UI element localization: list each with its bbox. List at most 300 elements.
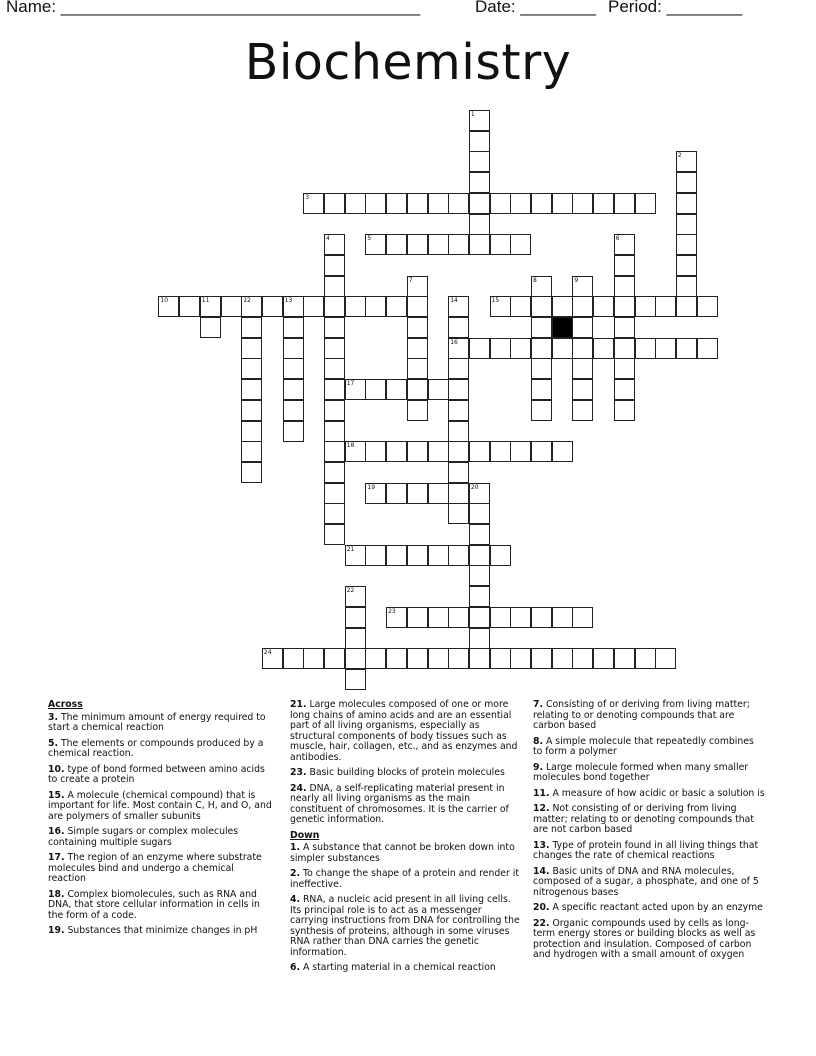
grid-cell[interactable] — [490, 338, 511, 359]
clue-text: Not consisting of or deriving from living matter; relating to or denoting compounds that are not carbon based — [533, 803, 755, 835]
across-clue — [48, 890, 273, 922]
grid-cell[interactable] — [676, 255, 697, 276]
grid-cell[interactable] — [572, 338, 593, 359]
grid-cell[interactable] — [407, 607, 428, 628]
clue-number: 5 — [367, 235, 372, 243]
grid-cell[interactable] — [469, 441, 490, 462]
grid-cell[interactable] — [448, 358, 469, 379]
grid-cell[interactable] — [324, 358, 345, 379]
clue-text: RNA, a nucleic acid present in all living cells. Its principal role is to act as a messenger carrying instructions from DNA for controlling the synthesis of proteins, although in some viruses RNA rather than DNA carries the genetic information. — [290, 894, 520, 958]
down-clue — [533, 763, 765, 784]
grid-cell[interactable] — [490, 545, 511, 566]
across-clue — [48, 926, 273, 937]
grid-cell[interactable] — [593, 296, 614, 317]
grid-cell[interactable] — [283, 317, 304, 338]
grid-cell[interactable] — [572, 276, 593, 297]
grid-cell[interactable] — [428, 379, 449, 400]
clue-number: 17 — [346, 380, 355, 388]
clue-num: 17. — [48, 852, 65, 863]
grid-cell[interactable] — [614, 379, 635, 400]
grid-cell[interactable] — [490, 648, 511, 669]
grid-cell[interactable] — [572, 317, 593, 338]
grid-cell[interactable] — [572, 400, 593, 421]
grid-cell[interactable] — [469, 628, 490, 649]
grid-cell[interactable] — [200, 296, 221, 317]
clue-text: A measure of how acidic or basic a solution is — [549, 787, 765, 799]
clue-text: A starting material in a chemical reaction — [300, 962, 496, 973]
clue-number: 3 — [305, 193, 310, 201]
clue-text: type of bond formed between amino acids to create a protein — [48, 763, 265, 785]
grid-cell[interactable] — [407, 648, 428, 669]
clue-text: Consisting of or deriving from living matter; relating to or denoting compounds that are carbon based — [533, 699, 750, 731]
clue-num: 3. — [48, 711, 59, 723]
grid-cell[interactable] — [531, 379, 552, 400]
grid-cell[interactable] — [407, 193, 428, 214]
grid-cell[interactable] — [572, 607, 593, 628]
clue-text: A molecule (chemical compound) that is important for life. Most contain C, H, and O, and are polymers of smaller subunits — [48, 789, 272, 822]
date-field-label[interactable]: Date: ________ — [475, 0, 596, 16]
grid-cell[interactable] — [572, 193, 593, 214]
grid-cell[interactable] — [407, 545, 428, 566]
clue-text: Large molecules composed of one or more long chains of amino acids and are an essential part of all living organisms, especially as structural components of body tissues such as muscle, hair, collagen, etc., and as enzymes and antibodies. — [290, 699, 518, 763]
clue-number: 16 — [450, 338, 458, 346]
grid-cell[interactable] — [572, 296, 593, 317]
clue-number: 1 — [470, 111, 475, 118]
grid-cell[interactable] — [283, 296, 304, 317]
grid-cell[interactable] — [365, 296, 386, 317]
grid-cell[interactable] — [241, 338, 262, 359]
grid-cell[interactable] — [262, 296, 283, 317]
grid-cell[interactable] — [241, 358, 262, 379]
grid-cell[interactable] — [510, 648, 531, 669]
clue-text: Substances that minimize changes in pH — [64, 925, 258, 936]
grid-cell[interactable] — [469, 565, 490, 586]
grid-cell[interactable] — [490, 441, 511, 462]
clue-number: 23 — [388, 607, 396, 615]
clue-text: Complex biomolecules, such as RNA and DNA, that store cellular information in cells in the form of a code. — [48, 888, 260, 921]
grid-cell[interactable] — [614, 276, 635, 297]
clue-text: The elements or compounds produced by a chemical reaction. — [48, 737, 264, 759]
down-clue — [290, 963, 520, 974]
grid-cell[interactable] — [448, 607, 469, 628]
grid-cell[interactable] — [531, 276, 552, 297]
down-clue — [533, 841, 765, 862]
grid-cell[interactable] — [324, 338, 345, 359]
grid-cell[interactable] — [552, 193, 573, 214]
down-clue — [533, 737, 765, 758]
grid-cell[interactable] — [635, 338, 656, 359]
clue-num: 5. — [48, 737, 59, 749]
grid-cell[interactable] — [676, 276, 697, 297]
grid-cell[interactable] — [614, 400, 635, 421]
grid-cell[interactable] — [448, 338, 469, 359]
grid-cell[interactable] — [510, 607, 531, 628]
grid-cell[interactable] — [469, 193, 490, 214]
down-clue — [533, 700, 765, 732]
grid-cell[interactable] — [448, 441, 469, 462]
clue-number: 21 — [346, 545, 355, 553]
grid-cell[interactable] — [676, 214, 697, 235]
grid-cell[interactable] — [469, 131, 490, 152]
grid-cell[interactable] — [324, 524, 345, 545]
grid-cell[interactable] — [241, 379, 262, 400]
down-clue — [533, 919, 765, 961]
clue-number: 4 — [326, 235, 330, 243]
grid-cell[interactable] — [531, 338, 552, 359]
grid-cell[interactable] — [365, 648, 386, 669]
grid-cell[interactable] — [386, 193, 407, 214]
clue-number: 24 — [263, 649, 272, 657]
grid-cell[interactable] — [614, 255, 635, 276]
grid-cell[interactable] — [614, 338, 635, 359]
grid-cell[interactable] — [428, 648, 449, 669]
grid-cell[interactable] — [448, 462, 469, 483]
clue-num: 7. — [533, 699, 544, 710]
grid-cell[interactable] — [324, 648, 345, 669]
page-title: Biochemistry — [244, 34, 572, 91]
grid-cell[interactable] — [490, 607, 511, 628]
clue-num: 9. — [533, 761, 544, 773]
grid-cell[interactable] — [386, 296, 407, 317]
clue-num: 22. — [533, 917, 550, 929]
clue-text: Basic units of DNA and RNA molecules, composed of a sugar, a phosphate, and one of 5 nitrogenous bases — [533, 865, 759, 898]
grid-cell[interactable] — [386, 483, 407, 504]
grid-cell[interactable] — [448, 379, 469, 400]
across-heading: Across — [48, 699, 83, 710]
clue-number: 10 — [160, 297, 169, 305]
grid-cell[interactable] — [241, 421, 262, 442]
grid-cell[interactable] — [241, 441, 262, 462]
clue-num: 1. — [290, 842, 301, 853]
clue-number: 13 — [284, 297, 293, 305]
grid-cell[interactable] — [407, 234, 428, 255]
period-field-label[interactable]: Period: ________ — [608, 0, 743, 16]
grid-cell[interactable] — [283, 358, 304, 379]
grid-cell[interactable] — [552, 648, 573, 669]
down-clue — [533, 903, 765, 914]
grid-cell[interactable] — [676, 151, 697, 172]
grid-cell[interactable] — [531, 441, 552, 462]
clue-num: 11. — [533, 787, 550, 799]
grid-cell[interactable] — [676, 234, 697, 255]
grid-cell[interactable] — [469, 524, 490, 545]
grid-cell[interactable] — [179, 296, 200, 317]
grid-cell[interactable] — [676, 193, 697, 214]
clue-text: Simple sugars or complex molecules containing multiple sugars — [48, 826, 239, 848]
clue-num: 8. — [533, 735, 544, 747]
grid-cell[interactable] — [531, 358, 552, 379]
clue-text: DNA, a self-replicating material present in nearly all living organisms as the main constituent of chromosomes. It is the carrier of genetic information. — [290, 782, 509, 825]
grid-cell[interactable] — [407, 483, 428, 504]
grid-cell[interactable] — [345, 545, 366, 566]
grid-cell[interactable] — [324, 317, 345, 338]
grid-cell[interactable] — [241, 296, 262, 317]
grid-cell[interactable] — [655, 296, 676, 317]
grid-cell[interactable] — [593, 193, 614, 214]
grid-cell[interactable] — [655, 338, 676, 359]
clue-text: The region of an enzyme where substrate molecules bind and undergo a chemical reaction — [48, 852, 262, 884]
grid-cell[interactable] — [469, 110, 490, 131]
clue-text: The minimum amount of energy required to start a chemical reaction — [48, 711, 266, 733]
down-clue — [290, 895, 520, 958]
grid-cell[interactable] — [448, 483, 469, 504]
grid-cell[interactable] — [531, 317, 552, 338]
grid-cell[interactable] — [572, 358, 593, 379]
grid-cell[interactable] — [386, 234, 407, 255]
grid-cell[interactable] — [469, 503, 490, 524]
grid-cell[interactable] — [407, 358, 428, 379]
grid-cell[interactable] — [448, 400, 469, 421]
grid-cell[interactable] — [428, 607, 449, 628]
grid-cell[interactable] — [697, 296, 718, 317]
grid-cell[interactable] — [469, 172, 490, 193]
grid-cell[interactable] — [283, 648, 304, 669]
clue-number: 11 — [201, 297, 210, 305]
grid-cell[interactable] — [510, 193, 531, 214]
grid-cell[interactable] — [614, 317, 635, 338]
clue-number: 19 — [367, 483, 376, 491]
clue-text: A substance that cannot be broken down into simpler substances — [290, 842, 515, 864]
grid-cell[interactable] — [365, 483, 386, 504]
clue-number: 2 — [677, 152, 682, 160]
clue-num: 16. — [48, 826, 65, 837]
grid-cell[interactable] — [386, 607, 407, 628]
grid-cell[interactable] — [407, 379, 428, 400]
grid-cell[interactable] — [324, 503, 345, 524]
clue-text: A specific reactant acted upon by an enzyme — [549, 902, 763, 913]
down-clue — [533, 804, 765, 836]
grid-cell[interactable] — [158, 296, 179, 317]
clue-text: Basic building blocks of protein molecules — [306, 767, 505, 778]
grid-cell[interactable] — [531, 648, 552, 669]
grid-cell[interactable] — [676, 172, 697, 193]
clue-text: Large molecule formed when many smaller molecules bond together — [533, 761, 749, 783]
grid-cell[interactable] — [469, 338, 490, 359]
grid-cell[interactable] — [386, 441, 407, 462]
grid-cell[interactable] — [676, 296, 697, 317]
grid-cell[interactable] — [510, 234, 531, 255]
grid-cell[interactable] — [469, 151, 490, 172]
grid-cell[interactable] — [365, 193, 386, 214]
grid-cell[interactable] — [221, 296, 242, 317]
across-clue — [290, 700, 520, 763]
grid-cell[interactable] — [448, 648, 469, 669]
clue-num: 21. — [290, 699, 307, 710]
across-clue — [48, 765, 273, 786]
grid-cell[interactable] — [635, 193, 656, 214]
grid-cell[interactable] — [552, 338, 573, 359]
grid-cell[interactable] — [469, 483, 490, 504]
grid-cell[interactable] — [593, 648, 614, 669]
grid-cell[interactable] — [469, 214, 490, 235]
grid-cell[interactable] — [345, 648, 366, 669]
grid-cell[interactable] — [697, 338, 718, 359]
name-field-label[interactable]: Name: ______________________________________ — [6, 0, 421, 16]
grid-cell[interactable] — [345, 586, 366, 607]
down-clue — [290, 843, 520, 864]
grid-cell[interactable] — [490, 234, 511, 255]
grid-cell[interactable] — [283, 379, 304, 400]
grid-cell[interactable] — [448, 234, 469, 255]
grid-cell[interactable] — [448, 296, 469, 317]
grid-cell[interactable] — [614, 648, 635, 669]
grid-cell[interactable] — [552, 607, 573, 628]
grid-cell[interactable] — [324, 193, 345, 214]
grid-cell[interactable] — [469, 648, 490, 669]
grid-cell[interactable] — [324, 483, 345, 504]
grid-cell[interactable] — [531, 296, 552, 317]
grid-cell[interactable] — [386, 545, 407, 566]
grid-cell[interactable] — [283, 400, 304, 421]
grid-cell[interactable] — [614, 234, 635, 255]
across-clue — [48, 739, 273, 760]
clue-text: Organic compounds used by cells as long-term energy stores or building blocks as well as protection and insulation. Composed of carbon and hydrogen with a small amount of oxygen — [533, 917, 756, 960]
grid-cell[interactable] — [345, 379, 366, 400]
clue-num: 23. — [290, 767, 307, 778]
grid-cell[interactable] — [428, 193, 449, 214]
clue-num: 13. — [533, 839, 550, 851]
grid-cell[interactable] — [345, 441, 366, 462]
grid-cell[interactable] — [531, 193, 552, 214]
grid-cell[interactable] — [469, 545, 490, 566]
clue-number: 15 — [491, 297, 500, 305]
grid-cell[interactable] — [614, 193, 635, 214]
grid-cell[interactable] — [510, 296, 531, 317]
grid-cell[interactable] — [407, 441, 428, 462]
grid-cell[interactable] — [365, 441, 386, 462]
clue-num: 14. — [533, 865, 550, 877]
down-clue — [533, 867, 765, 899]
grid-cell[interactable] — [469, 607, 490, 628]
grid-cell[interactable] — [552, 296, 573, 317]
grid-cell[interactable] — [283, 338, 304, 359]
grid-cell[interactable] — [448, 421, 469, 442]
grid-cell[interactable] — [345, 193, 366, 214]
clue-num: 15. — [48, 789, 65, 801]
grid-cell[interactable] — [407, 317, 428, 338]
grid-cell[interactable] — [407, 296, 428, 317]
clue-num: 10. — [48, 763, 65, 775]
grid-cell[interactable] — [448, 503, 469, 524]
grid-black-cell — [552, 317, 573, 338]
clue-number: 8 — [533, 276, 537, 284]
grid-cell[interactable] — [262, 648, 283, 669]
grid-cell[interactable] — [303, 193, 324, 214]
clue-text: To change the shape of a protein and render it ineffective. — [290, 868, 519, 890]
grid-cell[interactable] — [448, 317, 469, 338]
grid-cell[interactable] — [365, 234, 386, 255]
grid-cell[interactable] — [490, 296, 511, 317]
clue-number: 18 — [346, 442, 355, 450]
grid-cell[interactable] — [283, 421, 304, 442]
grid-cell[interactable] — [572, 648, 593, 669]
clues-column-1 — [48, 700, 273, 942]
grid-cell[interactable] — [324, 400, 345, 421]
grid-cell[interactable] — [324, 421, 345, 442]
grid-cell[interactable] — [428, 234, 449, 255]
across-clue — [48, 853, 273, 885]
clue-number: 12 — [243, 297, 251, 305]
grid-cell[interactable] — [572, 379, 593, 400]
down-clue — [290, 869, 520, 890]
grid-cell[interactable] — [614, 358, 635, 379]
clue-number: 7 — [408, 276, 413, 284]
grid-cell[interactable] — [448, 545, 469, 566]
grid-cell[interactable] — [428, 441, 449, 462]
grid-cell[interactable] — [490, 193, 511, 214]
clue-number: 20 — [470, 483, 479, 491]
grid-cell[interactable] — [365, 379, 386, 400]
grid-cell[interactable] — [531, 607, 552, 628]
grid-cell[interactable] — [345, 628, 366, 649]
grid-cell[interactable] — [365, 545, 386, 566]
grid-cell[interactable] — [324, 255, 345, 276]
grid-cell[interactable] — [593, 338, 614, 359]
grid-cell[interactable] — [345, 296, 366, 317]
grid-cell[interactable] — [448, 193, 469, 214]
clue-num: 4. — [290, 894, 301, 905]
clues-column-2 — [290, 700, 520, 979]
grid-cell[interactable] — [407, 338, 428, 359]
grid-cell[interactable] — [428, 545, 449, 566]
grid-cell[interactable] — [428, 483, 449, 504]
clue-num: 19. — [48, 925, 65, 936]
grid-cell[interactable] — [324, 441, 345, 462]
across-clue — [48, 827, 273, 848]
clue-num: 18. — [48, 888, 65, 900]
grid-cell[interactable] — [324, 379, 345, 400]
grid-cell[interactable] — [614, 296, 635, 317]
grid-cell[interactable] — [469, 586, 490, 607]
grid-cell[interactable] — [552, 441, 573, 462]
grid-cell[interactable] — [345, 669, 366, 690]
grid-cell[interactable] — [635, 296, 656, 317]
grid-cell[interactable] — [324, 276, 345, 297]
grid-cell[interactable] — [407, 400, 428, 421]
grid-cell[interactable] — [676, 338, 697, 359]
grid-cell[interactable] — [200, 317, 221, 338]
clue-number: 22 — [346, 587, 355, 595]
down-heading: Down — [290, 829, 320, 841]
grid-cell[interactable] — [510, 441, 531, 462]
across-clue — [290, 768, 520, 779]
grid-cell[interactable] — [386, 379, 407, 400]
grid-cell[interactable] — [386, 648, 407, 669]
down-clue — [533, 789, 765, 800]
grid-cell[interactable] — [635, 648, 656, 669]
grid-cell[interactable] — [241, 462, 262, 483]
grid-cell[interactable] — [324, 462, 345, 483]
across-clue — [48, 713, 273, 734]
grid-cell[interactable] — [241, 400, 262, 421]
grid-cell[interactable] — [345, 607, 366, 628]
grid-cell[interactable] — [469, 234, 490, 255]
grid-cell[interactable] — [303, 296, 324, 317]
clue-num: 24. — [290, 782, 307, 794]
clue-number: 14 — [450, 297, 458, 305]
clue-num: 12. — [533, 803, 550, 814]
grid-cell[interactable] — [303, 648, 324, 669]
grid-cell[interactable] — [241, 317, 262, 338]
clue-number: 9 — [574, 276, 579, 284]
grid-cell[interactable] — [510, 338, 531, 359]
grid-cell[interactable] — [407, 276, 428, 297]
clue-num: 2. — [290, 868, 301, 879]
grid-cell[interactable] — [324, 234, 345, 255]
grid-cell[interactable] — [531, 400, 552, 421]
grid-cell[interactable] — [324, 296, 345, 317]
grid-cell[interactable] — [655, 648, 676, 669]
